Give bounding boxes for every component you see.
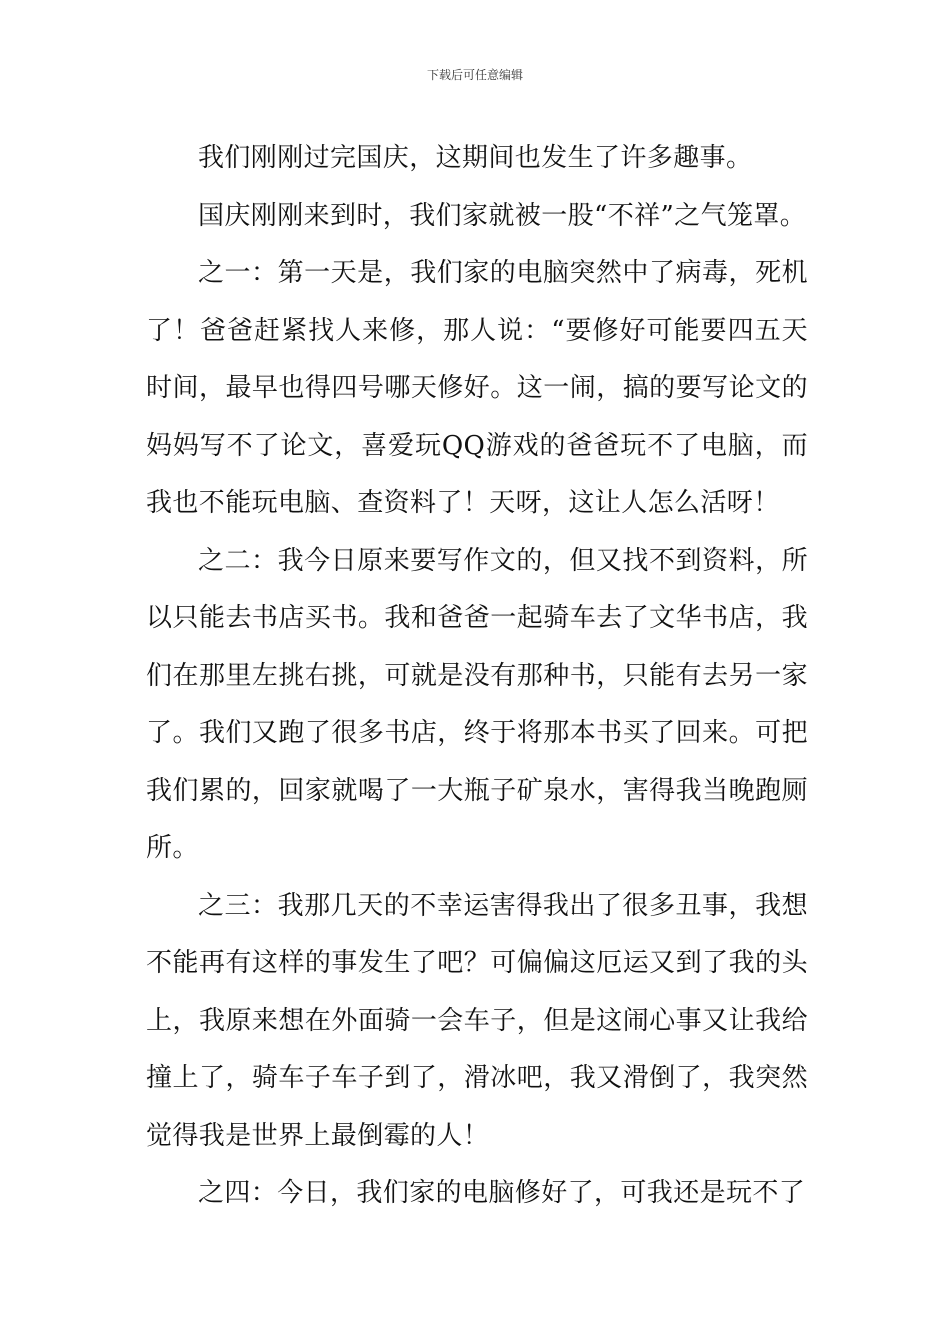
paragraph-part-four: 之四：今日，我们家的电脑修好了，可我还是玩不了 xyxy=(198,1178,806,1208)
paragraph-part-one: 之一：第一天是，我们家的电脑突然中了病毒，死机了！爸爸赶紧找人来修，那人说：“要修好可能要四五天时间，最早也得四号哪天修好。这一闹，搞的要写论文的妈妈写不了论文，喜爱玩QQ游戏的爸爸玩不了电脑，而我也不能玩电脑、查资料了！天呀，这让人怎么活呀！ xyxy=(146,258,808,518)
header-note: 下载后可任意编辑 xyxy=(426,68,523,82)
paragraph-part-two: 之二：我今日原来要写作文的，但又找不到资料，所以只能去书店买书。我和爸爸一起骑车去了文华书店，我们在那里左挑右挑，可就是没有那种书，只能有去另一家了。我们又跑了很多书店，终于将那本书买了回来。可把我们累的，回家就喝了一大瓶子矿泉水，害得我当晚跑厕所。 xyxy=(146,545,808,863)
paragraph-national-day: 国庆刚刚来到时，我们家就被一股“不祥”之气笼罩。 xyxy=(198,200,807,231)
paragraph-part-three: 之三：我那几天的不幸运害得我出了很多丑事，我想不能再有这样的事发生了吧？可偏偏这厄运又到了我的头上，我原来想在外面骑一会车子，但是这闹心事又让我给撞上了，骑车子车子到了，滑冰吧，我又滑倒了，我突然觉得我是世界上最倒霉的人！ xyxy=(146,890,808,1151)
document-body xyxy=(146,130,808,1223)
paragraph-intro: 我们刚刚过完国庆，这期间也发生了许多趣事。 xyxy=(198,143,753,173)
